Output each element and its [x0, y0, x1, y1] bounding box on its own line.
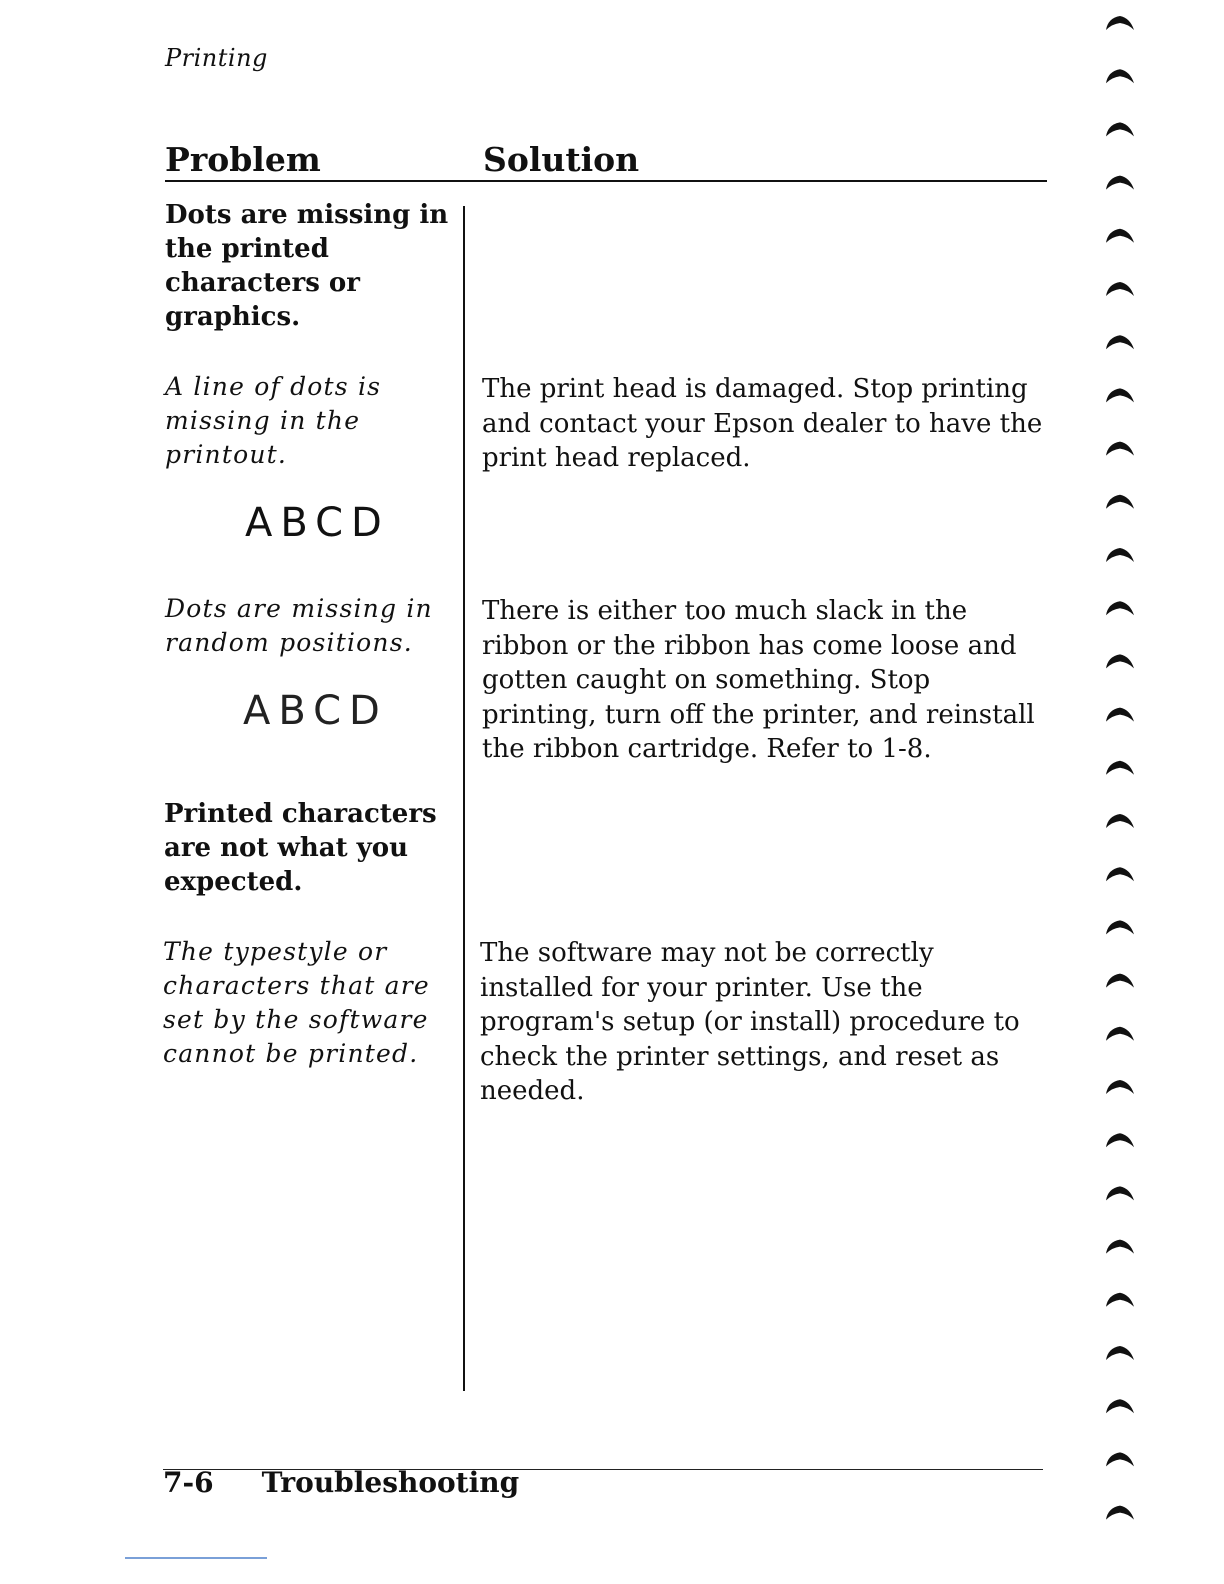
problem-column-heading: Problem [165, 140, 321, 179]
binding-hole [1106, 1293, 1134, 1307]
problem-category-unexpected-characters: Printed characters are not what you expected. [164, 799, 437, 897]
binding-hole [1106, 1080, 1134, 1094]
binding-hole [1106, 1452, 1134, 1466]
binding-hole [1106, 16, 1134, 30]
page-number: 7-6 [163, 1466, 214, 1499]
problem-line-of-dots-missing: A line of dots is missing in the printout. [165, 372, 382, 469]
solution-column-heading: Solution [483, 140, 640, 179]
binding-hole [1106, 654, 1134, 668]
binding-hole [1106, 176, 1134, 190]
binding-hole [1106, 1399, 1134, 1413]
binding-hole [1106, 548, 1134, 562]
binding-hole [1106, 388, 1134, 402]
solution-ribbon-slack: There is either too much slack in the ribbon or the ribbon has come loose and gotten caught on something. Stop printing, turn off the printer, and reinstall the ribbon cartridge. Refer to 1-8. [482, 596, 1035, 764]
binding-hole [1106, 335, 1134, 349]
solution-software-setup: The software may not be correctly installed for your printer. Use the program's setup (or install) procedure to check the printer settings, and reset as needed. [480, 938, 1020, 1106]
scan-artifact-line [125, 1557, 267, 1559]
binding-hole [1106, 1027, 1134, 1041]
binding-hole [1106, 1346, 1134, 1360]
binding-hole [1106, 442, 1134, 456]
binding-hole [1106, 282, 1134, 296]
solution-print-head-damaged: The print head is damaged. Stop printing and contact your Epson dealer to have the print head replaced. [482, 374, 1043, 473]
binding-hole [1106, 814, 1134, 828]
problem-dots-missing-random: Dots are missing in random positions. [165, 594, 433, 657]
problem-typestyle-not-printed: The typestyle or characters that are set by the software cannot be printed. [163, 937, 430, 1068]
binding-hole [1106, 69, 1134, 83]
binding-hole [1106, 495, 1134, 509]
binding-hole [1106, 1506, 1134, 1520]
spiral-binding [1098, 0, 1148, 1584]
heading-rule [165, 180, 1047, 182]
column-divider [463, 206, 465, 1391]
binding-hole [1106, 761, 1134, 775]
binding-hole [1106, 229, 1134, 243]
section-title: Troubleshooting [261, 1466, 520, 1499]
binding-hole [1106, 122, 1134, 136]
page-footer [163, 1466, 519, 1499]
problem-category-dots-missing: Dots are missing in the printed characters or graphics. [165, 200, 449, 332]
sample-print-random-missing: ABCD [243, 688, 388, 734]
binding-hole [1106, 1240, 1134, 1254]
binding-hole [1106, 974, 1134, 988]
binding-hole [1106, 920, 1134, 934]
binding-hole [1106, 867, 1134, 881]
binding-hole [1106, 601, 1134, 615]
sample-print-line-missing: ABCD [245, 500, 390, 546]
binding-hole [1106, 708, 1134, 722]
binding-hole [1106, 1186, 1134, 1200]
binding-hole [1106, 1133, 1134, 1147]
running-head: Printing [165, 44, 268, 72]
